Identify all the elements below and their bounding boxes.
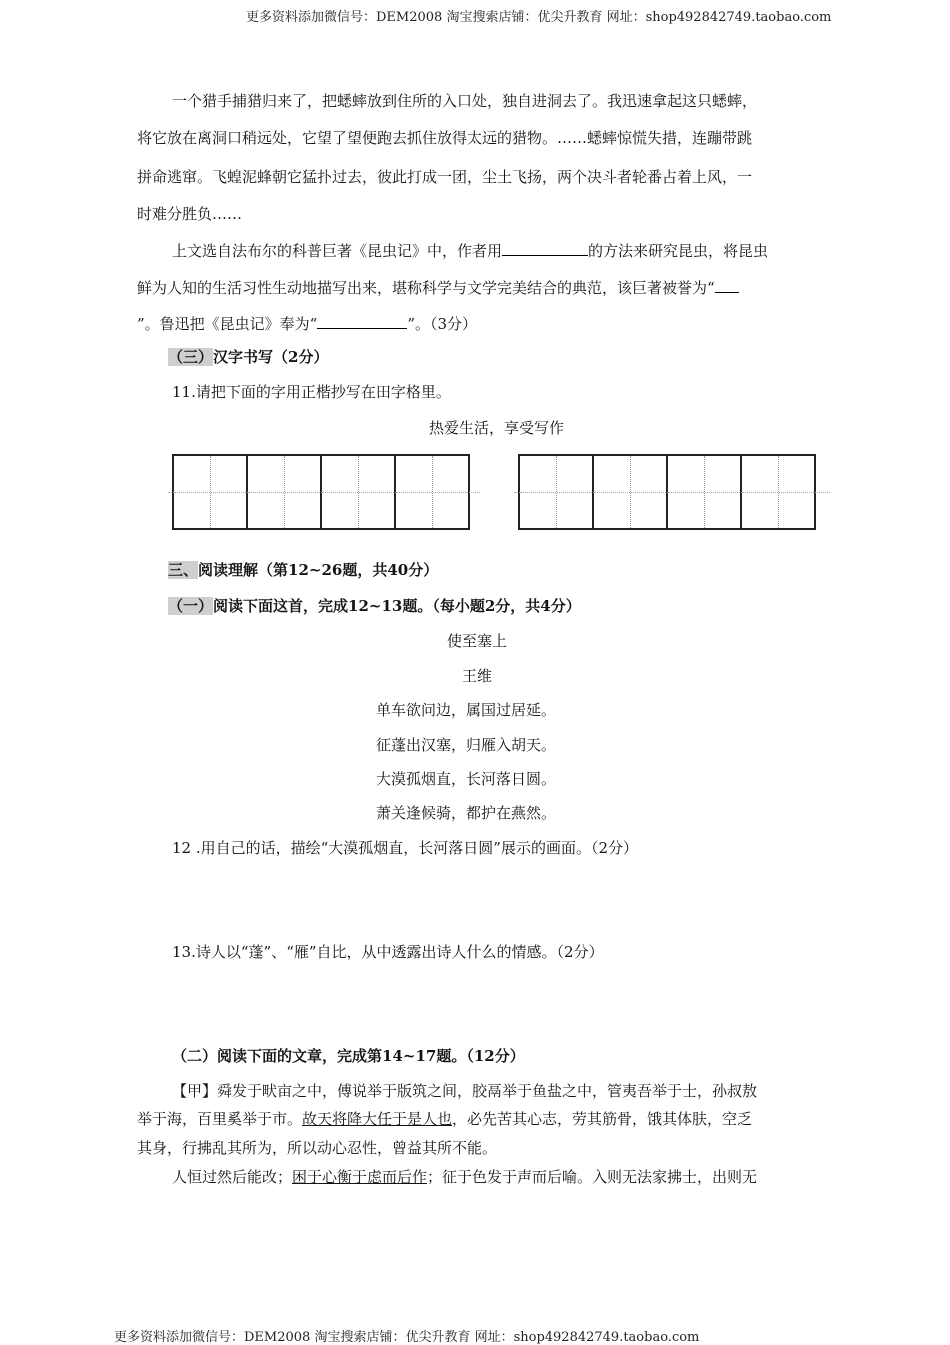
section-writing-number: （三） <box>168 348 214 366</box>
section-writing-heading <box>168 350 328 365</box>
passage-line-3: 拼命逃窜。飞蝗泥蜂朝它猛扑过去，彼此打成一团，尘土飞扬，两个决斗者轮番占着上风，一 <box>137 168 753 186</box>
section-writing-title: 汉字书写（2分） <box>213 348 329 366</box>
copy-phrase: 热爱生活，享受写作 <box>429 419 565 437</box>
page-footer: 更多资料添加微信号：DEM2008 淘宝搜索店铺：优尖升教育 网址：shop492842749.taobao.com <box>114 1330 700 1345</box>
part2-line-4 <box>172 1170 757 1185</box>
reading-part-1-number: （一） <box>168 597 214 615</box>
q10-blank-3[interactable] <box>317 314 407 329</box>
part2-line-2-a: 举于海，百里奚举于市。 <box>137 1110 303 1128</box>
grid-guide-line-left <box>168 492 480 493</box>
part2-line-2-b: ，必先苦其心志，劳其筋骨，饿其体肤，空乏 <box>452 1110 753 1128</box>
reading-heading-marker: 三、 <box>168 561 199 579</box>
q10-text-a: 上文选自法布尔的科普巨著《昆虫记》中，作者用 <box>172 242 503 260</box>
poem-line-2: 征蓬出汉塞，归雁入胡天。 <box>376 736 557 754</box>
q10-text-e: ”。（3分） <box>407 315 478 333</box>
q10-text-b: 的方法来研究昆虫，将昆虫 <box>588 242 769 260</box>
page-header: 更多资料添加微信号：DEM2008 淘宝搜索店铺：优尖升教育 网址：shop492842749.taobao.com <box>246 10 832 25</box>
q10-text-d: ”。鲁迅把《昆虫记》奉为“ <box>137 315 318 333</box>
part2-underlined-sentence-1: 故天将降大任于是人也 <box>302 1110 453 1128</box>
part2-line-4-a: 人恒过然后能改； <box>172 1168 293 1186</box>
grid-guide-line-right <box>514 492 830 493</box>
passage-line-2: 将它放在离洞口稍远处，它望了望便跑去抓住放得太远的猎物。……蟋蟀惊慌失措，连蹦带跳 <box>137 129 753 147</box>
part2-underlined-sentence-2: 困于心衡于虑而后作 <box>292 1168 428 1186</box>
question-13: 13.诗人以“蓬”、“雁”自比，从中透露出诗人什么的情感。（2分） <box>172 943 604 961</box>
q10-blank-1[interactable] <box>502 241 588 256</box>
q10-text-c: 鲜为人知的生活习性生动地描写出来，堪称科学与文学完美结合的典范，该巨著被誉为“ <box>137 279 715 297</box>
question-10-line-1 <box>172 241 768 259</box>
passage-line-1: 一个猎手捕猎归来了，把蟋蟀放到住所的入口处，独自进洞去了。我迅速拿起这只蟋蟀， <box>172 92 758 110</box>
poem-line-4: 萧关逢候骑，都护在燕然。 <box>376 804 557 822</box>
passage-line-4: 时难分胜负…… <box>137 205 243 223</box>
part2-line-2 <box>137 1112 752 1127</box>
question-11: 11.请把下面的字用正楷抄写在田字格里。 <box>172 383 451 401</box>
reading-heading-title: 阅读理解（第12~26题，共40分） <box>198 561 439 579</box>
q10-blank-2[interactable] <box>715 278 739 293</box>
poem-line-3: 大漠孤烟直，长河落日圆。 <box>376 770 557 788</box>
reading-part-1-heading <box>168 599 581 614</box>
part2-line-1: 【甲】舜发于畎亩之中，傅说举于版筑之间，胶鬲举于鱼盐之中，管夷吾举于士，孙叔敖 <box>172 1082 758 1100</box>
question-10-line-2 <box>137 278 739 296</box>
part2-line-4-b: ；征于色发于声而后喻。入则无法家拂士，出则无 <box>427 1168 758 1186</box>
question-10-line-3 <box>137 314 477 332</box>
question-12: 12 .用自己的话，描绘“大漠孤烟直，长河落日圆”展示的画面。（2分） <box>172 839 639 857</box>
poem-line-1: 单车欲问边，属国过居延。 <box>376 701 557 719</box>
poem-title: 使至塞上 <box>447 632 508 650</box>
reading-heading <box>168 563 438 578</box>
reading-part-1-title: 阅读下面这首，完成12~13题。（每小题2分，共4分） <box>213 597 581 615</box>
reading-part-2-heading: （二）阅读下面的文章，完成第14~17题。（12分） <box>172 1047 525 1065</box>
poem-author: 王维 <box>462 667 493 685</box>
part2-line-3: 其身，行拂乱其所为，所以动心忍性，曾益其所不能。 <box>137 1139 498 1157</box>
